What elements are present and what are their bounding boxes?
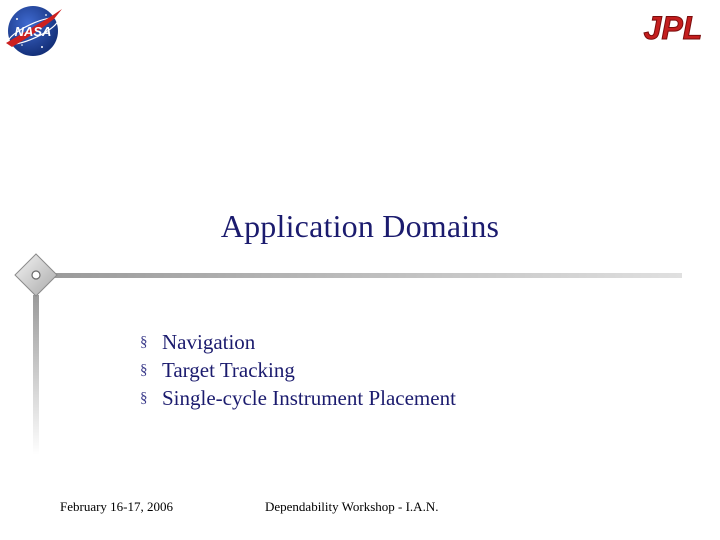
bullet-item [140,384,456,412]
nasa-logo-icon [2,3,64,58]
bullet-item [140,328,456,356]
bullet-text: Single-cycle Instrument Placement [162,386,456,410]
bullet-marker-icon: § [140,390,148,406]
bullet-text: Target Tracking [162,358,295,382]
bullet-marker-icon: § [140,334,148,350]
nasa-logo-text: NASA [14,24,52,39]
jpl-logo-icon [632,9,714,45]
diamond-center-dot [32,271,40,279]
jpl-logo-text: JPL [643,10,703,45]
bullet-list [140,328,456,412]
bullet-text: Navigation [162,330,256,354]
slide-title: Application Domains [220,208,500,244]
bullet-item [140,356,456,384]
bullet-marker-icon: § [140,362,148,378]
vertical-rule [33,295,39,455]
footer-date: February 16-17, 2006 [60,499,174,514]
divider-line [50,273,682,278]
footer-event: Dependability Workshop - I.A.N. [265,499,439,514]
